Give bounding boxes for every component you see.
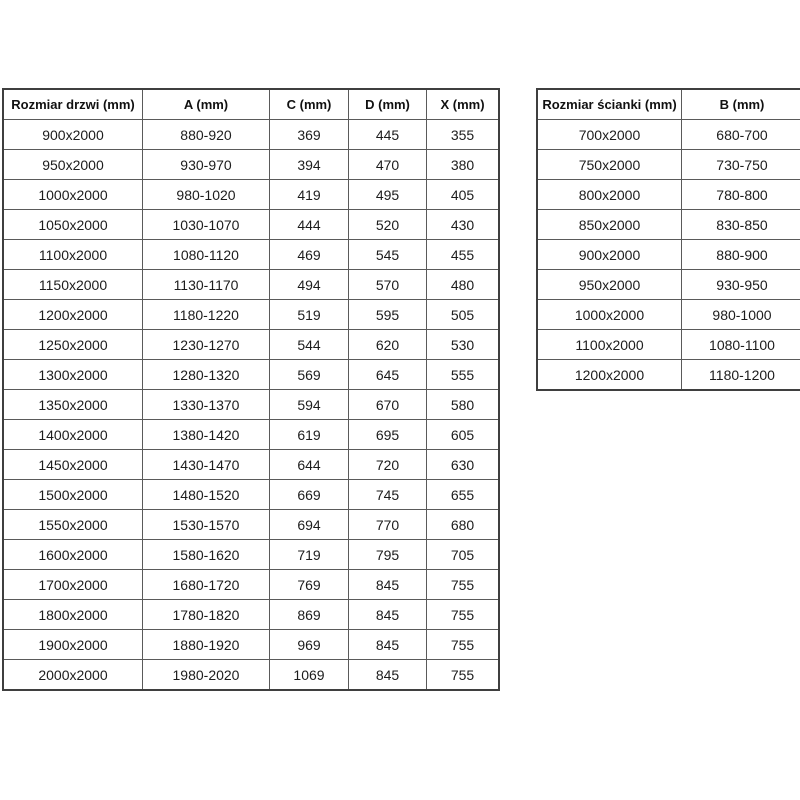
header-cell: Rozmiar drzwi (mm) — [3, 89, 143, 120]
table-cell: 1480-1520 — [143, 480, 270, 510]
table-cell: 769 — [270, 570, 349, 600]
table-row — [537, 120, 800, 150]
table-cell: 1280-1320 — [143, 360, 270, 390]
table-row — [3, 210, 499, 240]
table-cell: 695 — [349, 420, 427, 450]
table-cell: 1330-1370 — [143, 390, 270, 420]
table-cell: 755 — [427, 570, 500, 600]
table-row — [3, 600, 499, 630]
table-cell: 1350x2000 — [3, 390, 143, 420]
table-cell: 530 — [427, 330, 500, 360]
table-cell: 455 — [427, 240, 500, 270]
table-cell: 800x2000 — [537, 180, 682, 210]
table-cell: 405 — [427, 180, 500, 210]
table-cell: 1180-1200 — [682, 360, 800, 391]
table-cell: 680-700 — [682, 120, 800, 150]
table-cell: 380 — [427, 150, 500, 180]
table-cell: 1069 — [270, 660, 349, 691]
table-cell: 1450x2000 — [3, 450, 143, 480]
table-cell: 630 — [427, 450, 500, 480]
table-cell: 444 — [270, 210, 349, 240]
table-cell: 369 — [270, 120, 349, 150]
table-cell: 495 — [349, 180, 427, 210]
table-row — [537, 270, 800, 300]
table-cell: 1080-1120 — [143, 240, 270, 270]
table-cell: 780-800 — [682, 180, 800, 210]
table-cell: 845 — [349, 570, 427, 600]
table-cell: 670 — [349, 390, 427, 420]
table-cell: 1200x2000 — [537, 360, 682, 391]
table-cell: 520 — [349, 210, 427, 240]
table-cell: 850x2000 — [537, 210, 682, 240]
header-row — [537, 89, 800, 120]
table-row — [537, 330, 800, 360]
table-row — [3, 420, 499, 450]
door-sizes-table — [2, 88, 500, 691]
table-cell: 1380-1420 — [143, 420, 270, 450]
table-row — [3, 150, 499, 180]
table-cell: 480 — [427, 270, 500, 300]
table-cell: 1180-1220 — [143, 300, 270, 330]
table-row — [537, 150, 800, 180]
table-cell: 1250x2000 — [3, 330, 143, 360]
table-cell: 494 — [270, 270, 349, 300]
table-row — [3, 120, 499, 150]
table-row — [3, 360, 499, 390]
header-row — [3, 89, 499, 120]
table-cell: 900x2000 — [537, 240, 682, 270]
table-cell: 1980-2020 — [143, 660, 270, 691]
table-cell: 719 — [270, 540, 349, 570]
table-row — [3, 270, 499, 300]
table-row — [537, 180, 800, 210]
table-cell: 1000x2000 — [537, 300, 682, 330]
table-row — [3, 570, 499, 600]
table-cell: 595 — [349, 300, 427, 330]
table-cell: 519 — [270, 300, 349, 330]
header-cell: A (mm) — [143, 89, 270, 120]
table-cell: 570 — [349, 270, 427, 300]
table-row — [537, 240, 800, 270]
table-row — [3, 450, 499, 480]
table-cell: 1300x2000 — [3, 360, 143, 390]
table-row — [537, 300, 800, 330]
table-cell: 830-850 — [682, 210, 800, 240]
table-cell: 705 — [427, 540, 500, 570]
table-cell: 569 — [270, 360, 349, 390]
table-cell: 580 — [427, 390, 500, 420]
table-row — [3, 540, 499, 570]
table-cell: 1780-1820 — [143, 600, 270, 630]
table-cell: 644 — [270, 450, 349, 480]
table-row — [3, 330, 499, 360]
table-cell: 730-750 — [682, 150, 800, 180]
table-cell: 1430-1470 — [143, 450, 270, 480]
table-cell: 795 — [349, 540, 427, 570]
table-cell: 1200x2000 — [3, 300, 143, 330]
table-row — [3, 300, 499, 330]
table-cell: 1080-1100 — [682, 330, 800, 360]
table-cell: 880-900 — [682, 240, 800, 270]
table-cell: 845 — [349, 660, 427, 691]
table-cell: 1150x2000 — [3, 270, 143, 300]
table-cell: 1550x2000 — [3, 510, 143, 540]
table-row — [3, 180, 499, 210]
table-cell: 1880-1920 — [143, 630, 270, 660]
table-cell: 880-920 — [143, 120, 270, 150]
table-cell: 980-1020 — [143, 180, 270, 210]
table-cell: 1500x2000 — [3, 480, 143, 510]
table-row — [537, 360, 800, 391]
table-cell: 755 — [427, 630, 500, 660]
table-cell: 620 — [349, 330, 427, 360]
table-cell: 869 — [270, 600, 349, 630]
table-cell: 755 — [427, 660, 500, 691]
table-cell: 1400x2000 — [3, 420, 143, 450]
table-cell: 655 — [427, 480, 500, 510]
table-cell: 845 — [349, 600, 427, 630]
table-cell: 845 — [349, 630, 427, 660]
header-cell: Rozmiar ścianki (mm) — [537, 89, 682, 120]
table-cell: 470 — [349, 150, 427, 180]
table-cell: 1130-1170 — [143, 270, 270, 300]
table-row — [3, 390, 499, 420]
table-cell: 430 — [427, 210, 500, 240]
table-cell: 694 — [270, 510, 349, 540]
table-cell: 1050x2000 — [3, 210, 143, 240]
table-cell: 950x2000 — [537, 270, 682, 300]
table-cell: 680 — [427, 510, 500, 540]
table-cell: 1030-1070 — [143, 210, 270, 240]
table-cell: 980-1000 — [682, 300, 800, 330]
table-cell: 1100x2000 — [537, 330, 682, 360]
table-cell: 1530-1570 — [143, 510, 270, 540]
table-cell: 1800x2000 — [3, 600, 143, 630]
table-cell: 1700x2000 — [3, 570, 143, 600]
table-row — [3, 630, 499, 660]
table-cell: 545 — [349, 240, 427, 270]
table-cell: 505 — [427, 300, 500, 330]
table-cell: 445 — [349, 120, 427, 150]
header-cell: B (mm) — [682, 89, 800, 120]
table-cell: 1680-1720 — [143, 570, 270, 600]
table-cell: 669 — [270, 480, 349, 510]
table-cell: 355 — [427, 120, 500, 150]
table-row — [3, 660, 499, 691]
table-row — [3, 480, 499, 510]
wall-sizes-table — [536, 88, 800, 391]
table-cell: 419 — [270, 180, 349, 210]
table-row — [3, 240, 499, 270]
table-cell: 544 — [270, 330, 349, 360]
table-cell: 394 — [270, 150, 349, 180]
table-cell: 969 — [270, 630, 349, 660]
table-cell: 605 — [427, 420, 500, 450]
table-cell: 770 — [349, 510, 427, 540]
table-cell: 950x2000 — [3, 150, 143, 180]
table-cell: 900x2000 — [3, 120, 143, 150]
table-cell: 594 — [270, 390, 349, 420]
table-cell: 1580-1620 — [143, 540, 270, 570]
table-cell: 645 — [349, 360, 427, 390]
header-cell: D (mm) — [349, 89, 427, 120]
header-cell: C (mm) — [270, 89, 349, 120]
table-cell: 750x2000 — [537, 150, 682, 180]
table-cell: 1000x2000 — [3, 180, 143, 210]
table-cell: 755 — [427, 600, 500, 630]
table-cell: 469 — [270, 240, 349, 270]
table-cell: 720 — [349, 450, 427, 480]
table-cell: 1100x2000 — [3, 240, 143, 270]
table-cell: 745 — [349, 480, 427, 510]
table-cell: 2000x2000 — [3, 660, 143, 691]
table-cell: 619 — [270, 420, 349, 450]
header-cell: X (mm) — [427, 89, 500, 120]
table-row — [3, 510, 499, 540]
table-row — [537, 210, 800, 240]
table-cell: 700x2000 — [537, 120, 682, 150]
table-cell: 1600x2000 — [3, 540, 143, 570]
table-cell: 555 — [427, 360, 500, 390]
table-cell: 930-970 — [143, 150, 270, 180]
table-cell: 1230-1270 — [143, 330, 270, 360]
table-cell: 930-950 — [682, 270, 800, 300]
table-cell: 1900x2000 — [3, 630, 143, 660]
